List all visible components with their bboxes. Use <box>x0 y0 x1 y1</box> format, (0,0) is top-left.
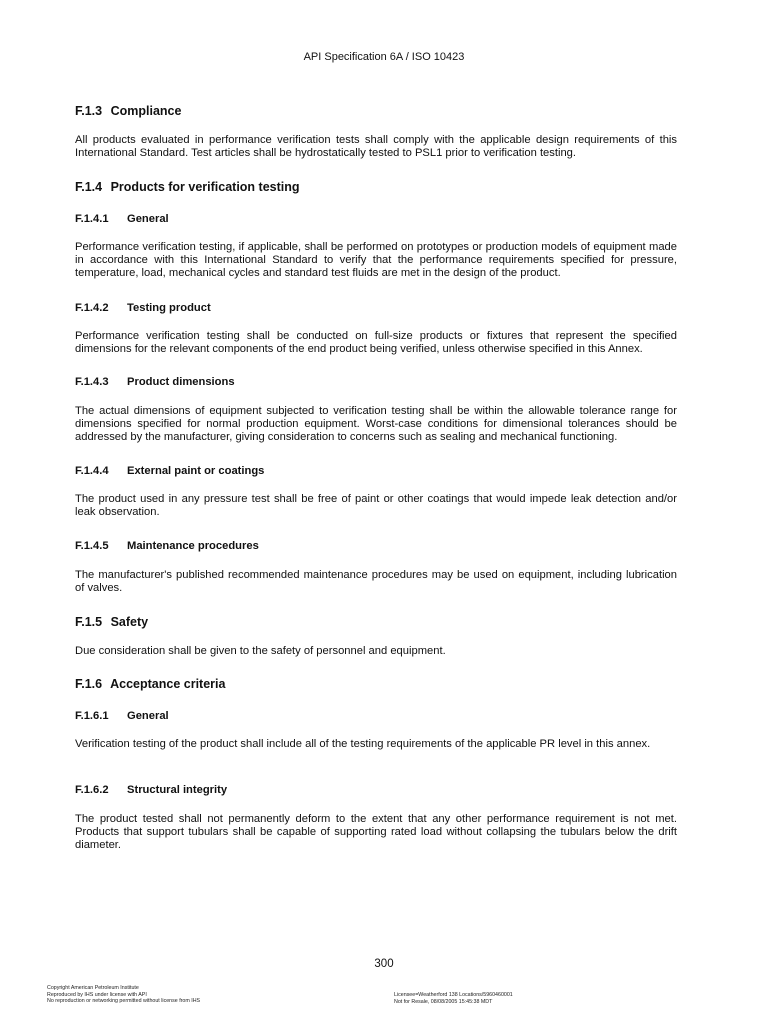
subsection-number: F.1.6.2 <box>75 784 109 796</box>
paragraph-compliance <box>75 134 677 160</box>
paragraph-general <box>75 241 677 280</box>
footer-line: Reproduced by IHS under license with API <box>47 991 147 998</box>
section-heading-f15 <box>75 615 677 629</box>
paragraph-acceptance-general <box>75 738 677 751</box>
paragraph-safety <box>75 645 677 658</box>
paragraph-paint-coatings <box>75 493 677 519</box>
subsection-title: Maintenance procedures <box>127 540 259 552</box>
subsection-heading-f161 <box>75 710 677 722</box>
paragraph-text: Performance verification testing, if applicable, shall be performed on prototypes or production models of equipment made in accordance with this International Standard to verify that the performance requirements specified for pressure, temperature, load, mechanical cycles and standard test fluids are met in the design of the product. <box>75 241 677 279</box>
paragraph-text: The product tested shall not permanently deform to the extent that any other performance requirement is not met. Products that support tubulars shall be capable of supporting rated load without collapsing the tubulars below the drift diameter. <box>75 813 677 851</box>
section-number: F.1.5 <box>75 615 103 629</box>
subsection-number: F.1.4.3 <box>75 376 109 388</box>
footer-line: Not for Resale, 08/08/2005 15:45:38 MDT <box>394 998 493 1005</box>
section-title: Products for verification testing <box>110 180 300 194</box>
subsection-number: F.1.6.1 <box>75 710 109 722</box>
paragraph-testing-product <box>75 330 677 356</box>
paragraph-text: Due consideration shall be given to the safety of personnel and equipment. <box>75 645 446 657</box>
section-number: F.1.6 <box>75 677 103 691</box>
subsection-title: Product dimensions <box>127 376 235 388</box>
paragraph-text: The product used in any pressure test shall be free of paint or other coatings that would impede leak detection and/or leak observation. <box>75 493 677 518</box>
paragraph-maintenance <box>75 569 677 595</box>
paragraph-product-dimensions <box>75 405 677 444</box>
subsection-title: Testing product <box>127 302 211 314</box>
subsection-number: F.1.4.1 <box>75 213 109 225</box>
paragraph-text: Performance verification testing shall be conducted on full-size products or fixtures that represent the specified dimensions for the relevant components of the end product being verified, unless otherwise specified in this Annex. <box>75 330 677 355</box>
subsection-heading-f141 <box>75 213 677 225</box>
subsection-number: F.1.4.2 <box>75 302 109 314</box>
paragraph-structural-integrity <box>75 813 677 852</box>
subsection-title: General <box>127 213 169 225</box>
subsection-heading-f145 <box>75 540 677 552</box>
subsection-number: F.1.4.5 <box>75 540 109 552</box>
paragraph-text: All products evaluated in performance verification tests shall comply with the applicable design requirements of this International Standard. Test articles shall be hydrostatically tested to PSL1 prior to verification testing. <box>75 134 677 159</box>
subsection-title: External paint or coatings <box>127 465 265 477</box>
footer-line: Licensee=Weatherford 138 Locations/5960460001 <box>394 992 513 998</box>
subsection-number: F.1.4.4 <box>75 465 109 477</box>
section-title: Compliance <box>110 104 182 118</box>
section-heading-f16 <box>75 677 677 691</box>
paragraph-text: The manufacturer's published recommended maintenance procedures may be used on equipment, including lubrication of valves. <box>75 569 677 594</box>
running-header: API Specification 6A / ISO 10423 <box>303 51 465 63</box>
section-number: F.1.4 <box>75 180 103 194</box>
subsection-heading-f144 <box>75 465 677 477</box>
paragraph-text: Verification testing of the product shall include all of the testing requirements of the applicable PR level in this annex. <box>75 738 651 750</box>
footer-line: Copyright American Petroleum Institute <box>47 985 139 991</box>
section-title: Safety <box>110 615 149 629</box>
section-number: F.1.3 <box>75 104 103 118</box>
subsection-title: General <box>127 710 169 722</box>
paragraph-text: The actual dimensions of equipment subjected to verification testing shall be within the allowable tolerance range for dimensions specified for normal production equipment. Worst-case conditions for dimensional tolerances should be addressed by the manufacturer, giving consideration to concerns such as sealing and mechanical functioning. <box>75 405 677 443</box>
footer-line: No reproduction or networking permitted without license from IHS <box>47 998 201 1004</box>
section-heading-f13 <box>75 104 677 118</box>
subsection-title: Structural integrity <box>127 784 228 796</box>
footer-copyright <box>47 985 200 1005</box>
subsection-heading-f143 <box>75 376 677 388</box>
page-number: 300 <box>374 958 394 970</box>
subsection-heading-f162 <box>75 784 677 796</box>
section-title: Acceptance criteria <box>110 677 226 691</box>
subsection-heading-f142 <box>75 302 677 314</box>
section-heading-f14 <box>75 180 677 194</box>
footer-license <box>394 992 513 1005</box>
